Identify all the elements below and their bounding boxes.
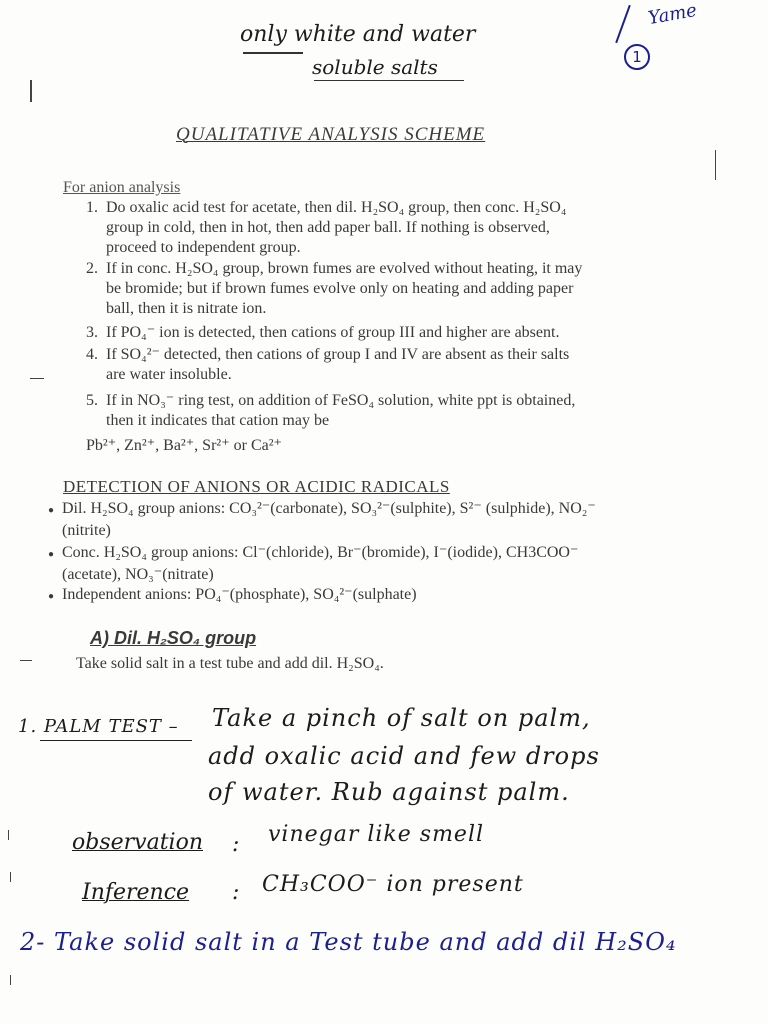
step-2-text: 2- Take solid salt in a Test tube and add dil H₂SO₄ [20, 928, 677, 956]
inference-label: Inference [82, 880, 190, 905]
item-number: 1. [86, 199, 98, 216]
dil-group-heading: A) Dil. H₂SO₄ group [90, 628, 257, 648]
header-note-underline [243, 52, 303, 54]
item-text: be bromide; but if brown fumes evolve only on heating and adding paper [106, 280, 574, 297]
inference-value: CH₃COO⁻ ion present [262, 872, 524, 897]
list-item [86, 345, 686, 385]
item-text: If SO₄²⁻ detected, then cations of group I and IV are absent as their salts [106, 346, 570, 363]
bullet-text: (acetate), NO₃⁻(nitrate) [62, 566, 214, 583]
item-number: 4. [86, 346, 98, 363]
bullet-text: Dil. H₂SO₄ group anions: CO₃²⁻(carbonate), SO₃²⁻(sulphite), S²⁻ (sulphide), NO₂⁻ [62, 500, 596, 517]
palm-test-underline [40, 740, 192, 741]
bullet-icon: ● [48, 549, 55, 560]
margin-mark [30, 378, 44, 379]
list-item [48, 543, 748, 585]
list-item [48, 585, 748, 607]
bullet-icon: ● [48, 505, 55, 516]
item-text: then it indicates that cation may be [106, 412, 330, 429]
list-item [86, 391, 686, 431]
inference-colon: : [232, 880, 240, 905]
palm-test-line3: of water. Rub against palm. [208, 778, 570, 806]
page-number: 1 [632, 48, 642, 66]
detection-heading: DETECTION OF ANIONS OR ACIDIC RADICALS [63, 477, 450, 496]
palm-test-label: 1. PALM TEST – [18, 716, 179, 737]
item-text: Do oxalic acid test for acetate, then dil. H₂SO₄ group, then conc. H₂SO₄ [106, 199, 567, 216]
observation-label: observation [72, 830, 203, 855]
list-item [48, 499, 748, 541]
header-note-line2: soluble salts [312, 55, 438, 79]
bullet-text: (nitrite) [62, 522, 111, 539]
list-item [86, 323, 686, 343]
name-slash [615, 5, 631, 43]
observation-value: vinegar like smell [268, 822, 485, 847]
margin-mark [10, 872, 11, 882]
page-title: QUALITATIVE ANALYSIS SCHEME [176, 124, 486, 145]
item-text: ball, then it is nitrate ion. [106, 300, 267, 317]
observation-colon: : [232, 832, 240, 857]
margin-mark [20, 660, 32, 661]
palm-test-line2: add oxalic acid and few drops [208, 742, 600, 770]
item-text: group in cold, then in hot, then add paper ball. If nothing is observed, [106, 219, 550, 236]
page-number-circle [624, 44, 650, 70]
list-item [86, 198, 686, 258]
margin-mark [30, 80, 32, 102]
item-number: 3. [86, 324, 98, 341]
bullet-text: Conc. H₂SO₄ group anions: Cl⁻(chloride), Br⁻(bromide), I⁻(iodide), CH3COO⁻ [62, 544, 579, 561]
student-name: Yame [646, 0, 699, 30]
bullet-text: Independent anions: PO₄⁻(phosphate), SO₄²⁻(sulphate) [62, 586, 417, 603]
anion-analysis-heading: For anion analysis [63, 179, 181, 196]
dil-group-instruction: Take solid salt in a test tube and add dil. H₂SO₄. [76, 655, 384, 672]
cation-list: Pb²⁺, Zn²⁺, Ba²⁺, Sr²⁺ or Ca²⁺ [86, 437, 282, 454]
palm-test-line1: Take a pinch of salt on palm, [212, 704, 591, 732]
header-note-line2-underline [314, 80, 464, 81]
item-text: are water insoluble. [106, 366, 232, 383]
item-text: If in conc. H₂SO₄ group, brown fumes are evolved without heating, it may [106, 260, 583, 277]
item-number: 2. [86, 260, 98, 277]
bullet-icon: ● [48, 591, 55, 602]
header-note-line1: only white and water [240, 22, 476, 47]
item-text: If in NO₃⁻ ring test, on addition of FeSO₄ solution, white ppt is obtained, [106, 392, 576, 409]
item-text: If PO₄⁻ ion is detected, then cations of group III and higher are absent. [106, 324, 560, 341]
margin-mark [10, 975, 11, 985]
margin-mark [715, 150, 716, 180]
item-number: 5. [86, 392, 98, 409]
item-text: proceed to independent group. [106, 239, 301, 256]
margin-mark [8, 830, 9, 840]
list-item [86, 259, 686, 319]
